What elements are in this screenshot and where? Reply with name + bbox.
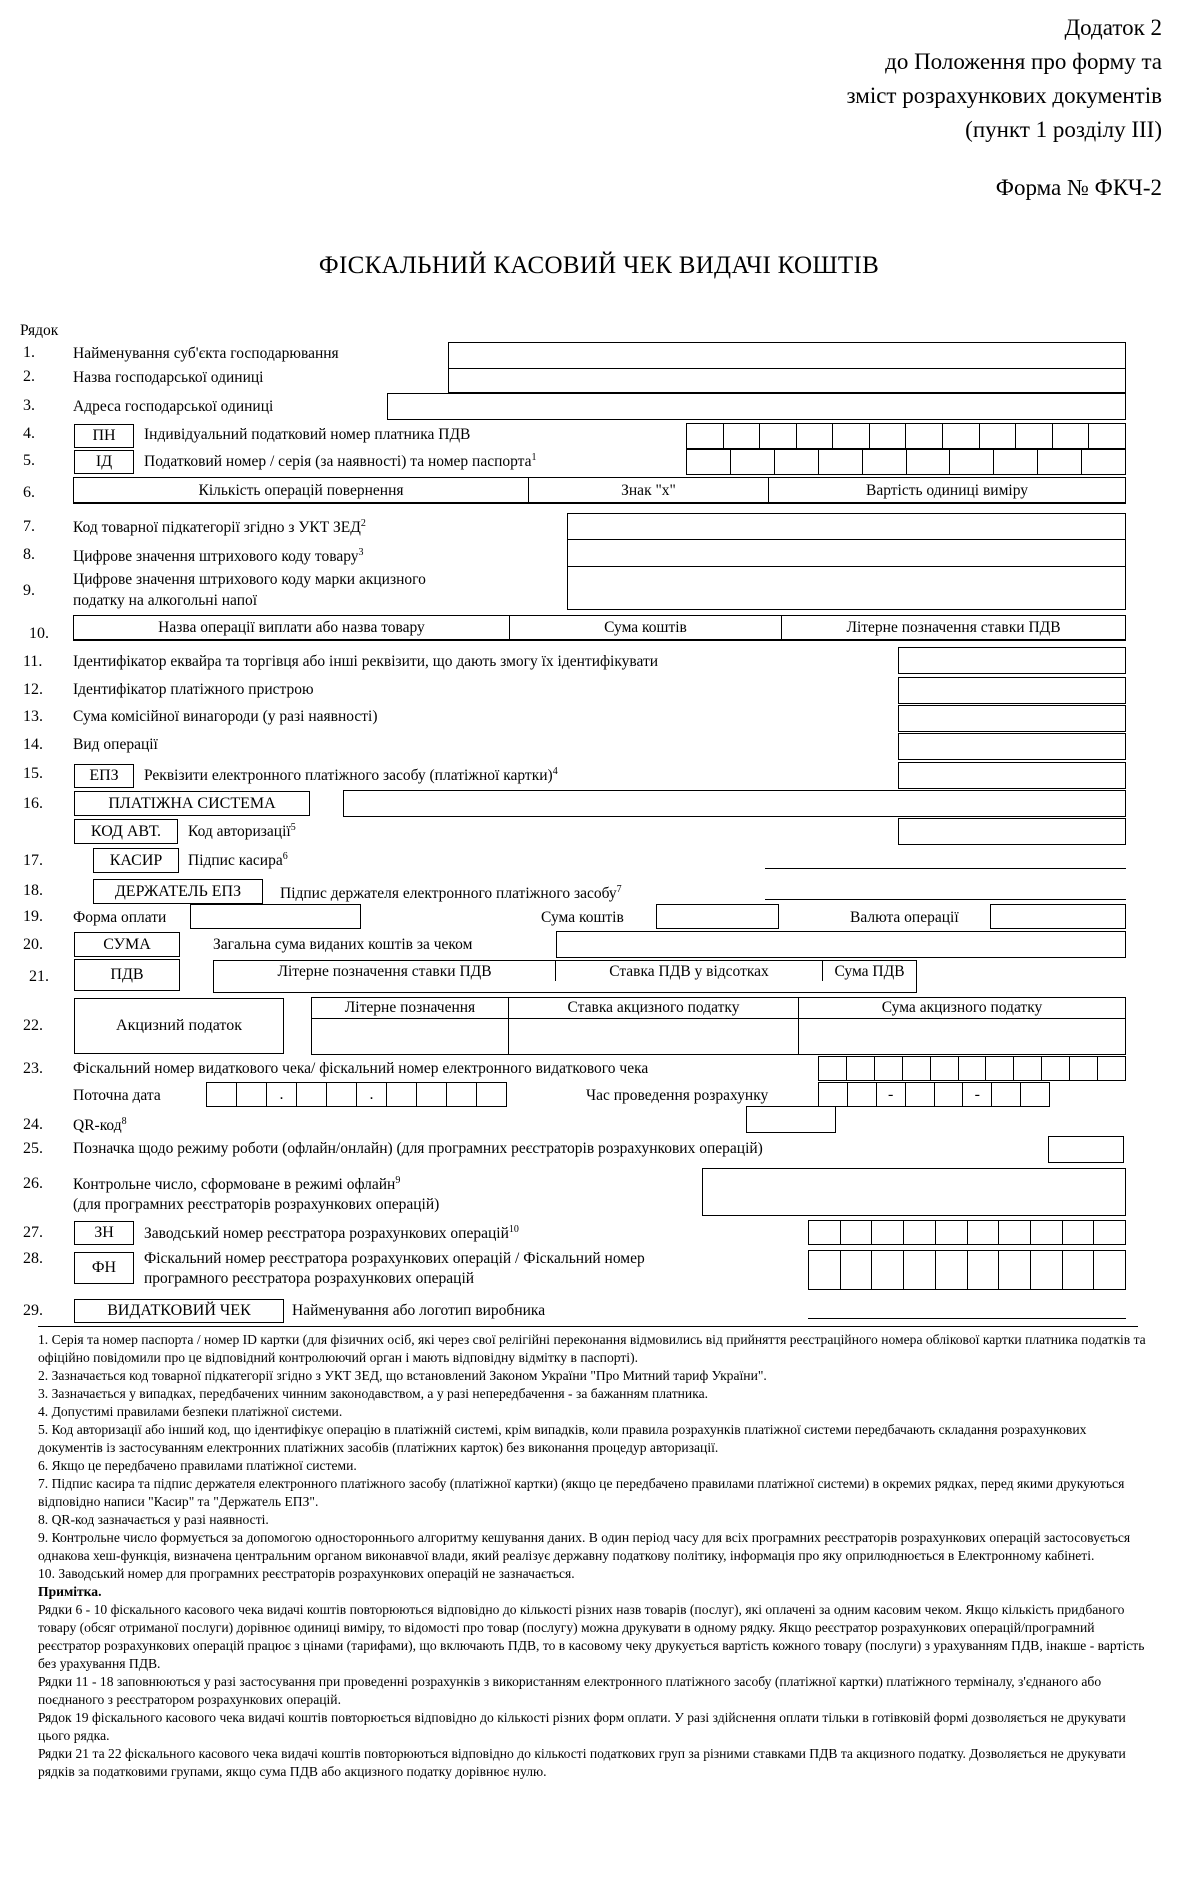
excise-values-row[interactable] [311, 1018, 1126, 1055]
row-number: 5. [23, 452, 35, 469]
operation-name-header: Назва операції виплати або назва товару [74, 616, 510, 639]
payment-form-field[interactable] [190, 904, 361, 929]
row-number: 12. [23, 681, 43, 698]
row-number: 2. [23, 368, 35, 385]
row-number: 4. [23, 425, 35, 442]
total-tag: СУМА [74, 932, 180, 957]
row-number: 7. [23, 518, 35, 535]
footnote: 2. Зазначається код товарної підкатегорії згідно з УКТ ЗЕД, що встановлений Законом України "Про Митний тариф України". [38, 1368, 767, 1383]
divider [73, 640, 1126, 641]
row-label: Підпис держателя електронного платіжного засобу$^7$ [280, 884, 622, 903]
row-label: Реквізити електронного платіжного засобу (платіжної картки)$^4$ [144, 766, 558, 785]
business-name-field[interactable] [448, 342, 1126, 369]
footnote: 9. Контрольне число формується за допомогою одностороннього алгоритму кешування даних. В один період часу для всіх програмних реєстраторів розрахункових операцій застосовується однакова хеш-функція, визначена центральним органом виконавчої влади, який реалізує державну податкову політику, інформація про яку оприлюднюється в Електронному кабінеті. [38, 1530, 1131, 1563]
manufacturer-line[interactable] [808, 1318, 1126, 1319]
zn-tag: ЗН [74, 1221, 134, 1245]
row-label-line1: Цифрове значення штрихового коду марки акцизного [73, 571, 426, 588]
row-label-line2: програмного реєстратора розрахункових операцій [144, 1270, 475, 1287]
appendix-line1: Додаток 2 [1064, 15, 1162, 40]
unit-address-field[interactable] [387, 393, 1126, 420]
excise-letter-cell[interactable] [312, 1019, 509, 1054]
appendix-line3: зміст розрахункових документів [846, 83, 1162, 108]
mode-field[interactable] [1048, 1136, 1124, 1163]
row-number: 14. [23, 736, 43, 753]
page-title: ФІСКАЛЬНИЙ КАСОВИЙ ЧЕК ВИДАЧІ КОШТІВ [318, 252, 880, 279]
fn-tag: ФН [74, 1252, 134, 1284]
remark: Рядки 21 та 22 фіскального касового чека видачі коштів повторюються відповідно до кількості податкових груп за різними ставками ПДВ та акцизного податку. Дозволяється не друкувати рядків за податковими групами, якщо сума ПДВ або акцизного податку дорівнює нулю. [38, 1746, 1126, 1779]
row-label: QR-код$^8$ [73, 1116, 127, 1135]
tax-number-cells[interactable] [686, 449, 1126, 475]
row-label: Заводський номер реєстратора розрахункових операцій$^{10}$ [144, 1224, 519, 1243]
row-number: 28. [23, 1250, 43, 1267]
row-label-line1: Фіскальний номер реєстратора розрахункових операцій / Фіскальний номер [144, 1250, 645, 1267]
row-label: Цифрове значення штрихового коду товару$^3$ [73, 547, 364, 566]
footnote: 1. Серія та номер паспорта / номер ID картки (для фізичних осіб, які через свої релігійні переконання відмовились від прийняття реєстраційного номера облікової картки платника податків та офіційно повідомили про це відповідний контролюючий орган і мають відповідну відмітку в паспорті). [38, 1332, 1146, 1365]
row-number: 29. [23, 1302, 43, 1319]
row-label: Підпис касира$^6$ [188, 851, 288, 870]
row-number: 16. [23, 795, 43, 812]
row-number: 20. [23, 936, 43, 953]
pn-tag: ПН [74, 424, 134, 448]
date-label: Поточна дата [73, 1087, 161, 1104]
row-number: 6. [23, 484, 35, 501]
excise-rate-cell[interactable] [509, 1019, 799, 1054]
excise-amount-header: Сума акцизного податку [881, 999, 1043, 1016]
row-number: 27. [23, 1224, 43, 1241]
unit-name-field[interactable] [448, 368, 1126, 393]
auth-code-field[interactable] [898, 818, 1126, 845]
vat-letter-header: Літерне позначення ставки ПДВ [846, 618, 1061, 636]
device-id-field[interactable] [898, 677, 1126, 704]
payment-system-tag: ПЛАТІЖНА СИСТЕМА [74, 791, 310, 816]
notes-divider [38, 1326, 1138, 1327]
excise-amount-cell[interactable] [799, 1019, 1125, 1054]
date-cells[interactable]: . . [206, 1082, 507, 1107]
remark: Рядок 19 фіскального касового чека видачі коштів повторюється відповідно до кількості різних форм оплати. У разі здійснення оплати тільки в готівковій формі дозволяється не друкувати цього рядка. [38, 1710, 1126, 1743]
currency-label: Валюта операції [850, 909, 959, 926]
footnote: 5. Код авторизації або інший код, що ідентифікує операцію в платіжній системі, крім випадків, коли правила розрахунків платіжної системи передбачають складання розрахункових документів із застосуванням електронних платіжних засобів (платіжних карток) без виконання процедур авторизації. [38, 1422, 1087, 1455]
remark: Рядки 11 - 18 заповнюються у разі застосування при проведенні розрахунків з використанням електронного платіжного засобу (платіжної картки) платіжного терміналу, з'єднаного або поєднаного з реєстратором розрахункових операцій. [38, 1674, 1102, 1707]
footnote: 10. Заводський номер для програмних реєстраторів розрахункових операцій не зазначається. [38, 1566, 575, 1581]
footnote: 3. Зазначається у випадках, передбачених чинним законодавством, а у разі непередбачення - за бажанням платника. [38, 1386, 709, 1401]
fiscal-number-cells[interactable] [808, 1250, 1126, 1290]
unit-price-header: Вартість одиниці виміру [865, 481, 1029, 499]
footnote: 7. Підпис касира та підпис держателя електронного платіжного засобу (платіжної картки) (якщо це передбачено правилами платіжної системи) в окремих рядках, перед якими друкуються відповідно написи "Касир" та "Держатель ЕПЗ". [38, 1476, 1125, 1509]
cashier-signature-line[interactable] [765, 868, 1126, 869]
control-number-field[interactable] [702, 1168, 1126, 1216]
expense-receipt-tag: ВИДАТКОВИЙ ЧЕК [74, 1299, 284, 1323]
row-label: Ідентифікатор еквайра та торгівця або інші реквізити, що дають змогу їх ідентифікувати [73, 653, 659, 670]
row-number: 21. [29, 968, 49, 985]
commission-field[interactable] [898, 705, 1126, 732]
row-label: Індивідуальний податковий номер платника ПДВ [144, 426, 471, 443]
qr-code-field[interactable] [746, 1106, 836, 1133]
x-sign-header: Знак "х" [529, 478, 769, 503]
row-label: Сума комісійної винагороди (у разі наявності) [73, 708, 378, 725]
row-label: Назва господарської одиниці [73, 369, 264, 386]
appendix-line4: (пункт 1 розділу ІІІ) [965, 117, 1162, 142]
row-column-label: Рядок [20, 322, 59, 339]
amount-field[interactable] [656, 904, 779, 929]
footnote: 6. Якщо це передбачено правилами платіжної системи. [38, 1458, 357, 1473]
footnote: 8. QR-код зазначається у разі наявності. [38, 1512, 269, 1527]
excise-table [311, 997, 1126, 1019]
card-holder-tag: ДЕРЖАТЕЛЬ ЕПЗ [93, 879, 263, 904]
row-label: Форма оплати [73, 909, 167, 926]
epz-tag: ЕПЗ [74, 764, 134, 788]
receipt-number-cells[interactable] [818, 1056, 1126, 1081]
row-label: Вид операції [73, 736, 158, 753]
row-number: 8. [23, 546, 35, 563]
row-number: 1. [23, 344, 35, 361]
vat-rate-header: Ставка ПДВ у відсотках [556, 961, 823, 982]
acquirer-id-field[interactable] [898, 647, 1126, 674]
footnotes [38, 1331, 1153, 1781]
remark: Рядки 6 - 10 фіскального касового чека видачі коштів повторюються відповідно до кількості різних назв товарів (послуг), які оплачені за одним касовим чеком. Якщо кількість придбаного товару (обсяг отриманої послуги) дорівнює одиниці виміру, то відомості про товар (послугу) можна друкувати в одному рядку. Якщо реєстратор розрахункових операцій/програмний реєстратор розрахункових операцій працює з цінами (тарифами), що включають ПДВ, то в касовому чеку друкується вартість кожного товару (послуги) з урахуванням ПДВ, інакше - вартість без урахування ПДВ. [38, 1602, 1145, 1671]
row-number: 3. [23, 397, 35, 414]
divider [73, 502, 1126, 503]
row-number: 9. [23, 582, 35, 599]
excise-barcode-field[interactable] [567, 566, 1126, 610]
product-code-field[interactable] [567, 513, 1126, 540]
vat-values-row[interactable] [213, 981, 917, 993]
row-number: 17. [23, 852, 43, 869]
remark-title: Примітка. [38, 1584, 102, 1599]
row-label: Податковий номер / серія (за наявності) та номер паспорта$^1$ [144, 452, 537, 471]
footnote: 4. Допустимі правилами безпеки платіжної системи. [38, 1404, 343, 1419]
row6-table [73, 477, 1126, 504]
row-label: Найменування суб'єкта господарювання [73, 345, 339, 362]
row-number: 23. [23, 1060, 43, 1077]
row-number: 13. [23, 708, 43, 725]
row-label: Код авторизації$^5$ [188, 822, 296, 841]
barcode-field[interactable] [567, 539, 1126, 567]
row-label-line2: (для програмних реєстраторів розрахункових операцій) [73, 1196, 440, 1213]
row-label: Найменування або логотип виробника [292, 1302, 546, 1319]
row-label: Позначка щодо режиму роботи (офлайн/онлайн) (для програмних реєстраторів розрахункових операцій) [73, 1140, 763, 1157]
row-number: 22. [23, 1017, 43, 1034]
time-label: Час проведення розрахунку [586, 1087, 769, 1104]
row-number: 11. [23, 653, 43, 670]
id-tag: ІД [74, 450, 134, 474]
row-number: 24. [23, 1116, 43, 1133]
row-number: 15. [23, 765, 43, 782]
auth-code-tag: КОД АВТ. [74, 819, 178, 844]
row-number: 18. [23, 882, 43, 899]
row-label-line2: податку на алкогольні напої [73, 592, 258, 609]
vat-table [213, 960, 917, 982]
vat-amount-header: Сума ПДВ [834, 962, 905, 980]
vat-number-cells[interactable] [686, 423, 1126, 449]
payment-system-field[interactable] [343, 790, 1126, 817]
excise-rate-header: Ставка акцизного податку [509, 998, 799, 1018]
cashier-tag: КАСИР [93, 848, 179, 873]
row-label: Загальна сума виданих коштів за чеком [213, 936, 473, 953]
row-number: 10. [29, 625, 49, 642]
return-count-header: Кількість операцій повернення [74, 478, 529, 503]
form-number: Форма № ФКЧ-2 [995, 175, 1162, 200]
vat-tag: ПДВ [74, 959, 180, 991]
row-label-line1: Контрольне число, сформоване в режимі офлайн$^9$ [73, 1175, 401, 1194]
card-details-field[interactable] [898, 762, 1126, 789]
total-field[interactable] [556, 931, 1126, 958]
row-number: 19. [23, 908, 43, 925]
row-number: 26. [23, 1175, 43, 1192]
row-label: Адреса господарської одиниці [73, 398, 274, 415]
row-label: Код товарної підкатегорії згідно з УКТ ЗЕД$^2$ [73, 518, 366, 537]
operation-type-field[interactable] [898, 733, 1126, 760]
appendix-line2: до Положення про форму та [885, 49, 1162, 74]
vat-letter-header: Літерне позначення ставки ПДВ [214, 961, 556, 982]
holder-signature-line[interactable] [765, 899, 1126, 900]
currency-field[interactable] [990, 904, 1126, 929]
row-label: Фіскальний номер видаткового чека/ фіскальний номер електронного видаткового чека [73, 1060, 649, 1077]
row10-table [73, 615, 1126, 640]
row-number: 25. [23, 1140, 43, 1157]
serial-number-cells[interactable] [808, 1220, 1126, 1245]
excise-tag: Акцизний податок [74, 998, 284, 1054]
excise-letter-header: Літерне позначення [312, 998, 509, 1018]
time-cells[interactable]: - - [818, 1082, 1050, 1107]
amount-header: Сума коштів [510, 616, 782, 639]
amount-label: Сума коштів [541, 909, 624, 926]
row-label: Ідентифікатор платіжного пристрою [73, 681, 314, 698]
